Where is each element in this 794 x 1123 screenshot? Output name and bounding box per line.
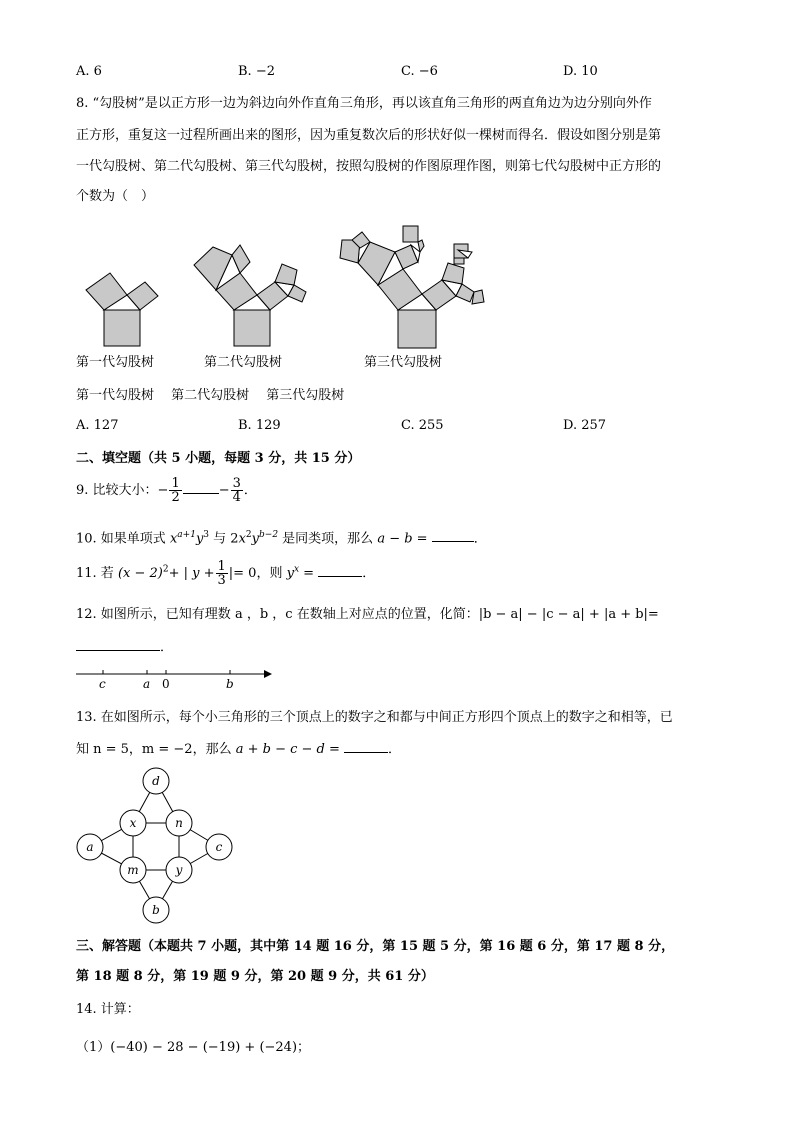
q12-line1: 12. 如图所示，已知有理数 a ，b ，c 在数轴上对应点的位置，化简：|b − a| − |c − a| + |a + b|= bbox=[76, 607, 659, 622]
q7-options bbox=[76, 64, 726, 82]
q8-line4: 个数为（ ） bbox=[76, 189, 155, 204]
q7-option-b: B. −2 bbox=[238, 64, 275, 79]
q13-answer-blank[interactable] bbox=[344, 752, 388, 753]
axis-label-c: c bbox=[99, 677, 106, 691]
q11: 11. 若 $(x - 2)^2+$ | y + $\frac{1}{3}$ |= 0，则 $y^x$ = ． bbox=[76, 559, 376, 588]
q8-line2: 正方形，重复这一过程所画出来的图形，因为重复数次后的形状好似一棵树而得名．假设如图分别是第 bbox=[76, 128, 662, 143]
square-triangle-figure bbox=[72, 766, 238, 926]
q11-fraction: $\frac{1}{3}$ bbox=[217, 559, 226, 588]
q9-fraction1: $\frac{1}{2}$ bbox=[171, 476, 180, 505]
q9-minus2: − bbox=[218, 483, 230, 498]
section2-title: 二、填空题（共 5 小题，每题 3 分，共 15 分） bbox=[76, 451, 361, 466]
q8-options bbox=[76, 418, 726, 436]
q7-option-a: A. 6 bbox=[76, 64, 102, 79]
axis-label-a: a bbox=[143, 677, 151, 691]
tree-gen3 bbox=[340, 226, 484, 348]
node-m: m bbox=[127, 863, 139, 877]
q7-option-d: D. 10 bbox=[563, 64, 598, 79]
q12-answer-blank[interactable] bbox=[76, 650, 160, 651]
q13-line1: 13. 在如图所示，每个小三角形的三个顶点上的数字之和都与中间正方形四个顶点上的数字之和相等，已 bbox=[76, 710, 673, 725]
node-x: x bbox=[129, 816, 137, 830]
fig-label-gen3: 第三代勾股树 bbox=[364, 355, 443, 370]
q14-part1: （1）(−40) − 28 − (−19) + (−24)； bbox=[76, 1040, 311, 1055]
q9-prefix: 9. 比较大小： bbox=[76, 483, 158, 498]
q14-title: 14. 计算： bbox=[76, 1002, 140, 1017]
q9-fraction2: $\frac{3}{4}$ bbox=[232, 476, 241, 505]
fig-label-gen2: 第二代勾股树 bbox=[204, 355, 283, 370]
q8-option-c: C. 255 bbox=[401, 418, 444, 433]
number-line bbox=[74, 664, 278, 692]
tree-gen2 bbox=[194, 245, 306, 346]
q10: 10. 如果单项式 $x^{a+1}y^3$ 与 $2x^2y^{b-2}$ 是同类项，那么 a − b = ． bbox=[76, 530, 487, 547]
q13-line2: 知 n = 5，m = −2，那么 a + b − c − d = ． bbox=[76, 742, 402, 757]
node-b: b bbox=[152, 903, 160, 917]
q8-caption: 第一代勾股树 第二代勾股树 第三代勾股树 bbox=[76, 388, 345, 403]
q9-end: ． bbox=[243, 483, 257, 498]
q7-option-c: C. −6 bbox=[401, 64, 438, 79]
axis-label-b: b bbox=[226, 677, 234, 691]
q9-answer-blank[interactable] bbox=[183, 493, 219, 494]
fig-label-gen1: 第一代勾股树 bbox=[76, 355, 155, 370]
q9-minus1: − bbox=[157, 483, 169, 498]
axis-label-zero: 0 bbox=[162, 677, 170, 691]
node-d: d bbox=[152, 774, 160, 788]
pythagoras-tree-figure bbox=[70, 218, 500, 373]
section3-line1: 三、解答题（本题共 7 小题，其中第 14 题 16 分，第 15 题 5 分，第 16 题 6 分，第 17 题 8 分， bbox=[76, 939, 675, 954]
section3-line2: 第 18 题 8 分，第 19 题 9 分，第 20 题 9 分，共 61 分） bbox=[76, 969, 434, 984]
node-n: n bbox=[175, 816, 183, 830]
q11-answer-blank[interactable] bbox=[318, 576, 362, 577]
node-a: a bbox=[86, 840, 94, 854]
node-c: c bbox=[215, 840, 223, 854]
q12-answer-line: ． bbox=[76, 636, 173, 655]
q9 bbox=[76, 477, 257, 504]
q8-line3: 一代勾股树、第二代勾股树、第三代勾股树，按照勾股树的作图原理作图，则第七代勾股树中正方形的 bbox=[76, 159, 662, 174]
q8-line1: 8. “勾股树”是以正方形一边为斜边向外作直角三角形，再以该直角三角形的两直角边为边分别向外作 bbox=[76, 96, 652, 111]
node-y: y bbox=[175, 863, 183, 877]
q8-option-b: B. 129 bbox=[238, 418, 281, 433]
tree-gen1 bbox=[86, 273, 158, 346]
q8-option-a: A. 127 bbox=[76, 418, 119, 433]
q10-answer-blank[interactable] bbox=[432, 541, 474, 542]
q8-option-d: D. 257 bbox=[563, 418, 607, 433]
